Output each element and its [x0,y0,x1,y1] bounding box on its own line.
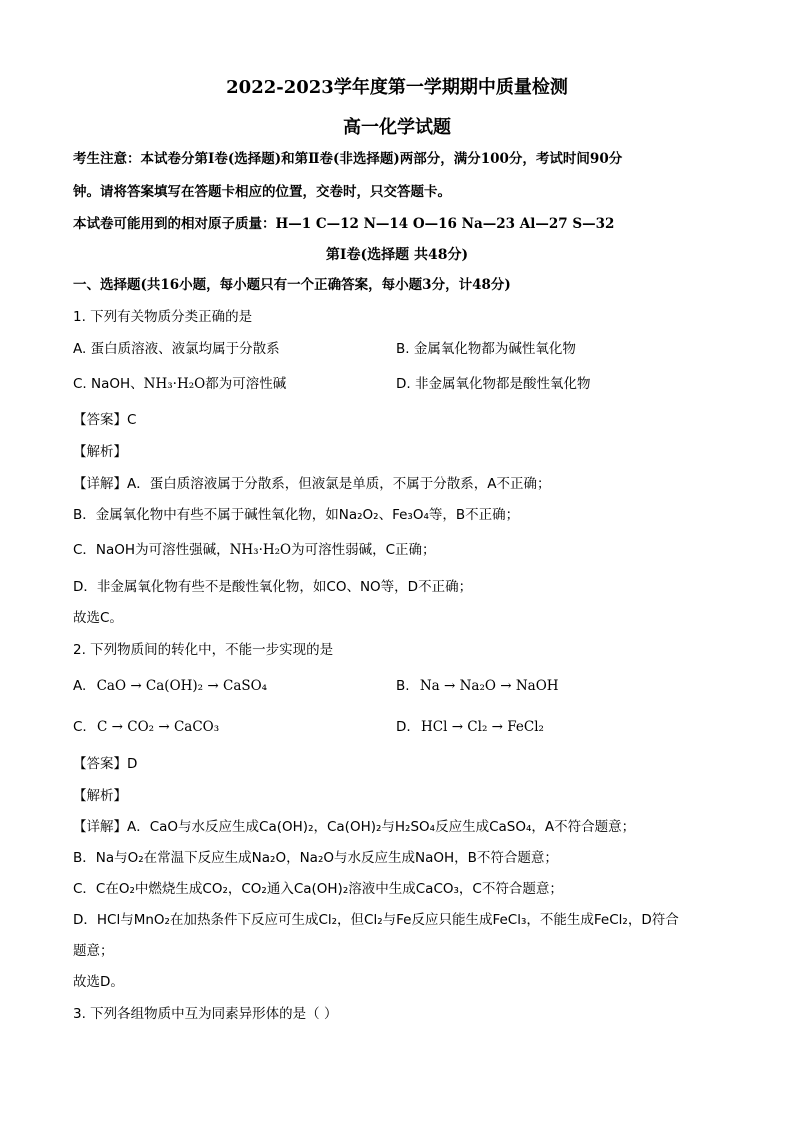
q2-stem: 2. 下列物质间的转化中，不能一步实现的是 [73,642,334,658]
q2-option-d [396,718,544,736]
q2-option-c [73,718,219,736]
q2-conclusion: 故选D。 [73,974,124,990]
q1-detail-c [73,541,436,559]
q1-option-c-prefix: C. NaOH、 [73,376,144,392]
section-heading: 一、选择题(共16小题，每小题只有一个正确答案，每小题3分，计48分) [73,277,511,293]
q2-option-b-formula: Na → Na₂O → NaOH [419,678,559,694]
atomic-mass-line: 本试卷可能用到的相对原子质量：H—1 C—12 N—14 O—16 Na—23 Al—27 S—32 [73,216,615,232]
q2-option-b-label: B. [396,678,410,694]
q1-option-c-formula: NH₃·H₂O [143,376,206,392]
q2-option-d-label: D. [396,719,411,735]
q2-option-a [73,677,267,695]
q2-option-d-formula: HCl → Cl₂ → FeCl₂ [420,719,544,735]
notice-line-2: 钟。请将答案填写在答题卡相应的位置，交卷时，只交答题卡。 [73,184,451,200]
q2-option-b [396,677,559,695]
q1-conclusion: 故选C。 [73,610,123,626]
q2-answer: 【答案】D [73,756,138,772]
q2-detail-d-line-1: D．HCl与MnO₂在加热条件下反应可生成Cl₂，但Cl₂与Fe反应只能生成FeCl₃，不能生成FeCl₂，D符合 [73,912,679,928]
q1-detail-b: B．金属氧化物中有些不属于碱性氧化物，如Na₂O₂、Fe₃O₄等，B不正确； [73,507,520,523]
exam-title: 2022-2023学年度第一学期期中质量检测 [226,77,568,98]
q2-option-c-formula: C → CO₂ → CaCO₃ [97,719,220,735]
q2-option-c-label: C. [73,719,87,735]
q2-detail-c: C．C在O₂中燃烧生成CO₂，CO₂通入Ca(OH)₂溶液中生成CaCO₃，C不符合题意； [73,881,563,897]
q1-option-c [73,375,286,393]
q1-option-c-suffix: 都为可溶性碱 [205,376,287,392]
q2-option-a-label: A. [73,678,87,694]
q1-option-b: B. 金属氧化物都为碱性氧化物 [396,341,576,357]
q1-detail-d: D．非金属氧化物有些不是酸性氧化物，如CO、NO等，D不正确； [73,579,473,595]
exam-subtitle: 高一化学试题 [343,117,451,138]
q2-detail-b: B．Na与O₂在常温下反应生成Na₂O，Na₂O与水反应生成NaOH，B不符合题意； [73,850,558,866]
q2-option-a-formula: CaO → Ca(OH)₂ → CaSO₄ [96,678,268,694]
part-title: 第Ⅰ卷(选择题 共48分) [325,247,469,263]
q2-analysis-label: 【解析】 [73,788,127,804]
q1-detail-c-prefix: C．NaOH为可溶性强碱， [73,542,230,558]
q2-detail-d-line-2: 题意； [73,943,114,959]
q1-stem: 1. 下列有关物质分类正确的是 [73,309,253,325]
q1-detail-c-formula: NH₃·H₂O [229,542,292,558]
q2-detail-a: 【详解】A．CaO与水反应生成Ca(OH)₂，Ca(OH)₂与H₂SO₄反应生成CaSO₄，A不符合题意； [73,819,636,835]
q1-detail-a: 【详解】A．蛋白质溶液属于分散系，但液氯是单质，不属于分散系，A不正确； [73,476,551,492]
q1-detail-c-suffix: 为可溶性弱碱，C正确； [291,542,436,558]
q1-answer: 【答案】C [73,412,137,428]
q1-option-d: D. 非金属氧化物都是酸性氧化物 [396,376,591,392]
q3-stem: 3. 下列各组物质中互为同素异形体的是（ ） [73,1006,338,1022]
q1-option-a: A. 蛋白质溶液、液氯均属于分散系 [73,341,280,357]
q1-analysis-label: 【解析】 [73,444,127,460]
notice-line-1: 考生注意：本试卷分第Ⅰ卷(选择题)和第Ⅱ卷(非选择题)两部分，满分100分，考试时间90分 [73,151,623,167]
